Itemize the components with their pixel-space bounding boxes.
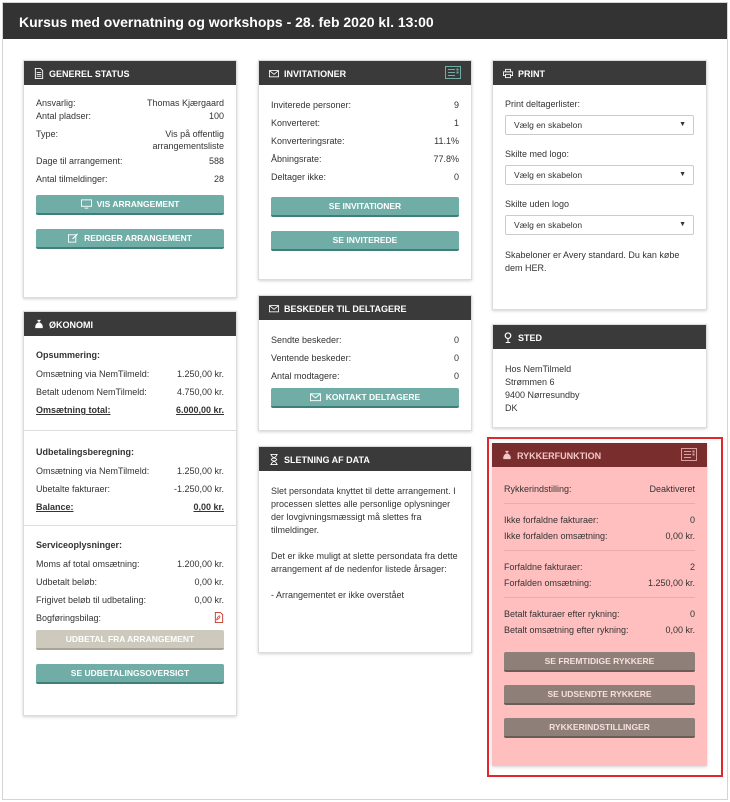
invitations-row: Konverteret: 1: [271, 118, 459, 128]
map-pin-icon: [503, 332, 513, 343]
printer-icon: [503, 68, 513, 79]
economy-panel: [23, 311, 237, 716]
envelope-icon: [269, 303, 279, 314]
invitations-row: Inviterede personer: 9: [271, 100, 459, 110]
status-title: GENEREL STATUS: [49, 69, 130, 79]
logo-signs-label: Skilte med logo:: [505, 149, 570, 159]
divider: [504, 550, 695, 551]
caret-down-icon: ▼: [679, 121, 686, 128]
print-panel-header: PRINT: [493, 61, 706, 85]
reminder-row: Betalt omsætning efter rykning: 0,00 kr.: [504, 625, 695, 635]
reminder-settings-button[interactable]: RYKKERINDSTILLINGER: [504, 718, 695, 738]
location-line: 9400 Nørresundby: [505, 390, 580, 400]
location-line: DK: [505, 403, 518, 413]
monitor-icon: [81, 199, 92, 209]
reminder-setting-row: Rykkerindstilling: Deaktiveret: [504, 484, 695, 494]
list-settings-icon[interactable]: [681, 448, 697, 461]
see-invitations-button[interactable]: SE INVITATIONER: [271, 197, 459, 217]
edit-event-button[interactable]: REDIGER ARRANGEMENT: [36, 229, 224, 249]
location-line: Strømmen 6: [505, 377, 555, 387]
messages-row: Ventende beskeder: 0: [271, 353, 459, 363]
balance-row: Balance: 0,00 kr.: [36, 502, 224, 512]
divider: [504, 503, 695, 504]
status-panel-header: [24, 61, 236, 85]
status-panel: [23, 60, 237, 298]
print-panel: [492, 60, 707, 310]
contact-participants-button[interactable]: KONTAKT DELTAGERE: [271, 388, 459, 408]
data-deletion-panel: [258, 446, 472, 653]
voucher-row: Bogføringsbilag:: [36, 612, 224, 624]
reminder-row: Ikke forfalden omsætning: 0,00 kr.: [504, 531, 695, 541]
messages-row: Sendte beskeder: 0: [271, 335, 459, 345]
nologo-signs-template-select[interactable]: Vælg en skabelon ▼: [505, 215, 694, 235]
reminder-row: Forfaldne fakturaer: 2: [504, 562, 695, 572]
status-row-responsible: Ansvarlig: Thomas Kjærgaard: [36, 98, 224, 108]
location-panel-header: STED: [493, 325, 706, 349]
caret-down-icon: ▼: [679, 221, 686, 228]
invitations-panel-header: INVITATIONER: [259, 61, 471, 85]
messages-panel-header: BESKEDER TIL DELTAGERE: [259, 296, 471, 320]
invitations-panel: [258, 60, 472, 280]
messages-row: Antal modtagere: 0: [271, 371, 459, 381]
economy-panel-header: ØKONOMI: [24, 312, 236, 336]
money-bag-icon: [502, 450, 512, 461]
service-row: Frigivet beløb til udbetaling: 0,00 kr.: [36, 595, 224, 605]
future-reminders-button[interactable]: SE FREMTIDIGE RYKKERE: [504, 652, 695, 672]
messages-panel: [258, 295, 472, 431]
service-row: Moms af total omsætning: 1.200,00 kr.: [36, 559, 224, 569]
reminder-row: Ikke forfaldne fakturaer: 0: [504, 515, 695, 525]
status-row-registrations: Antal tilmeldinger: 28: [36, 174, 224, 184]
caret-down-icon: ▼: [679, 171, 686, 178]
data-deletion-panel-header: SLETNING AF DATA: [259, 447, 471, 471]
list-settings-icon[interactable]: [445, 66, 461, 79]
envelope-icon: [269, 68, 279, 79]
location-panel: [492, 324, 707, 428]
reminder-panel: [492, 443, 707, 766]
avery-note: Skabeloner er Avery standard. Du kan købe dem HER.: [505, 250, 680, 273]
invitations-row: Konverteringsrate: 11.1%: [271, 136, 459, 146]
reminder-status-value: Deaktiveret: [649, 484, 695, 494]
view-event-button[interactable]: VIS ARRANGEMENT: [36, 195, 224, 215]
service-row: Udbetalt beløb: 0,00 kr.: [36, 577, 224, 587]
sent-reminders-button[interactable]: SE UDSENDTE RYKKERE: [504, 685, 695, 705]
payout-title: Udbetalingsberegning:: [36, 447, 135, 457]
deletion-description: Slet persondata knyttet til dette arrangement. I processen slettes alle personlige oplysninger der lovgivningsmæssigt må slettes fra tilmeldinger.: [271, 486, 456, 535]
envelope-icon: [310, 392, 321, 402]
edit-icon: [68, 233, 79, 243]
summary-row: Betalt udenom NemTilmeld: 4.750,00 kr.: [36, 387, 224, 397]
logo-signs-template-select[interactable]: Vælg en skabelon ▼: [505, 165, 694, 185]
see-invited-button[interactable]: SE INVITEREDE: [271, 231, 459, 251]
reminder-row: Betalt fakturaer efter rykning: 0: [504, 609, 695, 619]
status-row-seats: Antal pladser: 100: [36, 111, 224, 121]
reminder-panel-header: RYKKERFUNKTION: [492, 443, 707, 467]
divider: [24, 525, 236, 526]
nologo-signs-label: Skilte uden logo: [505, 199, 570, 209]
print-lists-label: Print deltagerlister:: [505, 99, 581, 109]
deletion-reasons-intro: Det er ikke muligt at slette persondata fra dette arrangement af de nedenfor listede årsager:: [271, 551, 458, 574]
payout-row: Ubetalte fakturaer: -1.250,00 kr.: [36, 484, 224, 494]
summary-row: Omsætning via NemTilmeld: 1.250,00 kr.: [36, 369, 224, 379]
money-bag-icon: [34, 319, 44, 330]
location-line: Hos NemTilmeld: [505, 364, 572, 374]
service-title: Serviceoplysninger:: [36, 540, 123, 550]
deletion-reason: - Arrangementet er ikke overstået: [271, 590, 405, 600]
divider: [504, 597, 695, 598]
hourglass-icon: [269, 454, 279, 465]
invitations-row: Deltager ikke: 0: [271, 172, 459, 182]
payout-button[interactable]: UDBETAL FRA ARRANGEMENT: [36, 630, 224, 650]
summary-title: Opsummering:: [36, 350, 101, 360]
divider: [24, 430, 236, 431]
total-revenue-row: Omsætning total: 6.000,00 kr.: [36, 405, 224, 415]
payout-overview-button[interactable]: SE UDBETALINGSOVERSIGT: [36, 664, 224, 684]
status-row-days: Dage til arrangement: 588: [36, 156, 224, 166]
participant-list-template-select[interactable]: Vælg en skabelon ▼: [505, 115, 694, 135]
document-icon: [34, 68, 44, 79]
pdf-icon[interactable]: [214, 612, 224, 623]
invitations-row: Åbningsrate: 77.8%: [271, 154, 459, 164]
page-title: Kursus med overnatning og workshops - 28. feb 2020 kl. 13:00: [3, 3, 727, 39]
status-row-type: Type: Vis på offentlig arrangementsliste: [36, 129, 224, 151]
payout-row: Omsætning via NemTilmeld: 1.250,00 kr.: [36, 466, 224, 476]
reminder-row: Forfalden omsætning: 1.250,00 kr.: [504, 578, 695, 588]
